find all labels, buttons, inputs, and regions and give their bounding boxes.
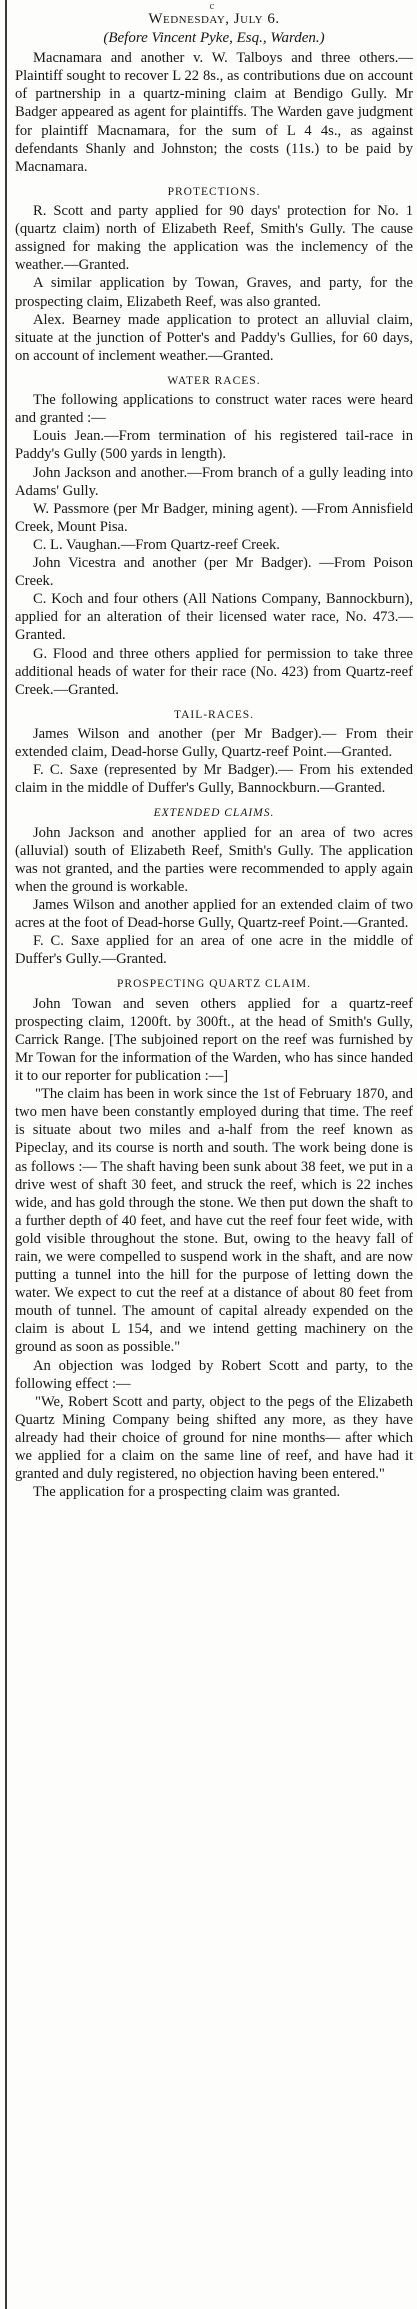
protections-paragraph: A similar application by Towan, Graves, and party, for the prospecting claim, Elizabeth Reef, was also granted. [15,275,413,310]
water-races-paragraph: The following applications to construct water races were heard and granted :— [15,392,413,427]
water-races-paragraph: C. Koch and four others (All Nations Company, Bannockburn), applied for an alteration of their licensed water race, No. 473.—Granted. [15,591,413,644]
report-quote: "The claim has been in work since the 1st of February 1870, and two men have been constantly employed during that time. The reef is situate about two miles and a-half from the reef known as Pipeclay, and its course is north and south. The work being done is as follows :— The shaft having been sunk about 38 feet, we put in a drive west of shaft 30 feet, and struck the reef, which is 22 inches wide, and has gold through the stone. We then put down the shaft to a further depth of 40 feet, and have cut the reef four feet wide, with gold visible throughout the stone. But, owing to the heavy fall of rain, we were compelled to suspend work in the shaft, and are now putting a tunnel into the hill for the purpose of letting down the water. We expect to cut the reef at a distance of about 80 feet from mouth of tunnel. The amount of capital already expended on the claim is about L 154, and we intend getting machinery on the ground as soon as possible." [15,1086,413,1356]
water-races-paragraph: W. Passmore (per Mr Badger, mining agent). —From Annisfield Creek, Mount Pisa. [15,500,413,535]
section-heading-protections: PROTECTIONS. [167,185,261,198]
water-races-paragraph: G. Flood and three others applied for permission to take three additional heads of water for their race (No. 423) from Quartz-reef Creek.—Granted. [15,645,413,698]
decision-paragraph: The application for a prospecting claim was granted. [33,1484,341,1501]
water-races-paragraph: John Vicestra and another (per Mr Badger). —From Poison Creek. [15,555,413,590]
water-races-paragraph: Louis Jean.—From termination of his registered tail-race in Paddy's Gully (500 yards in length). [15,428,413,463]
objection-quote: "We, Robert Scott and party, object to the pegs of the Elizabeth Quartz Mining Company being shifted any more, as they have already had their choice of ground for nine months— after which we applied for a claim on the same line of reef, and have had it granted and duly registered, no objection having been entered." [15,1393,413,1483]
water-races-paragraph: C. L. Vaughan.—From Quartz-reef Creek. [33,536,280,553]
column-rule [5,0,7,2309]
section-heading-prospecting-claim: PROSPECTING QUARTZ CLAIM. [117,978,311,991]
court-byline: (Before Vincent Pyke, Esq., Warden.) [103,29,325,46]
section-heading-water-races: WATER RACES. [167,374,261,387]
article-date: Wednesday, July 6. [148,11,280,27]
objection-paragraph: An objection was lodged by Robert Scott and party, to the following effect :— [15,1357,413,1392]
extended-claims-paragraph: F. C. Saxe applied for an area of one acre in the middle of Duffer's Gully.—Granted. [15,933,413,968]
protections-paragraph: Alex. Bearney made application to protect an alluvial claim, situate at the junction of Potter's and Paddy's Gullies, for 60 days, on account of inclement weather.—Granted. [15,311,413,364]
water-races-paragraph: John Jackson and another.—From branch of a gully leading into Adams' Gully. [15,464,413,499]
tail-races-paragraph: F. C. Saxe (represented by Mr Badger).— From his extended claim in the middle of Duffer's Gully, Bannockburn.—Granted. [15,762,413,797]
case-paragraph: Macnamara and another v. W. Talboys and three others.—Plaintiff sought to recover L 22 8s., as contributions due on account of partnership in a quartz-mining claim at Bendigo Gully. Mr Badger appeared as agent for plaintiffs. The Warden gave judgment for plaintiff Macnamara, for the sum of L 4 4s., as against defendants Shanly and Johnston; the costs (11s.) to be paid by Macnamara. [15,50,413,175]
section-heading-tail-races: TAIL-RACES. [173,708,255,721]
extended-claims-paragraph: John Jackson and another applied for an area of two acres (alluvial) south of Elizabeth Reef, Smith's Gully. The application was not granted, and the parties were recommended to apply again when the ground is workable. [15,824,413,895]
column-top-mark: c [209,0,219,12]
prospecting-paragraph: John Towan and seven others applied for a quartz-reef prospecting claim, 1200ft. by 300ft., at the head of Smith's Gully, Carrick Range. [The subjoined report on the reef was furnished by Mr Towan for the information of the Warden, who has since handed it to our reporter for publication :—] [15,995,413,1085]
extended-claims-paragraph: James Wilson and another applied for an extended claim of two acres at the foot of Dead-horse Gully, Quartz-reef Point.—Granted. [15,897,413,932]
protections-paragraph: R. Scott and party applied for 90 days' protection for No. 1 (quartz claim) north of Elizabeth Reef, Smith's Gully. The cause assigned for making the application was the inclemency of the weather.—Granted. [15,203,413,274]
tail-races-paragraph: James Wilson and another (per Mr Badger).— From their extended claim, Dead-horse Gully, Quartz-reef Point.—Granted. [15,726,413,761]
article-column [15,0,413,1501]
section-heading-extended-claims: EXTENDED CLAIMS. [153,807,275,820]
